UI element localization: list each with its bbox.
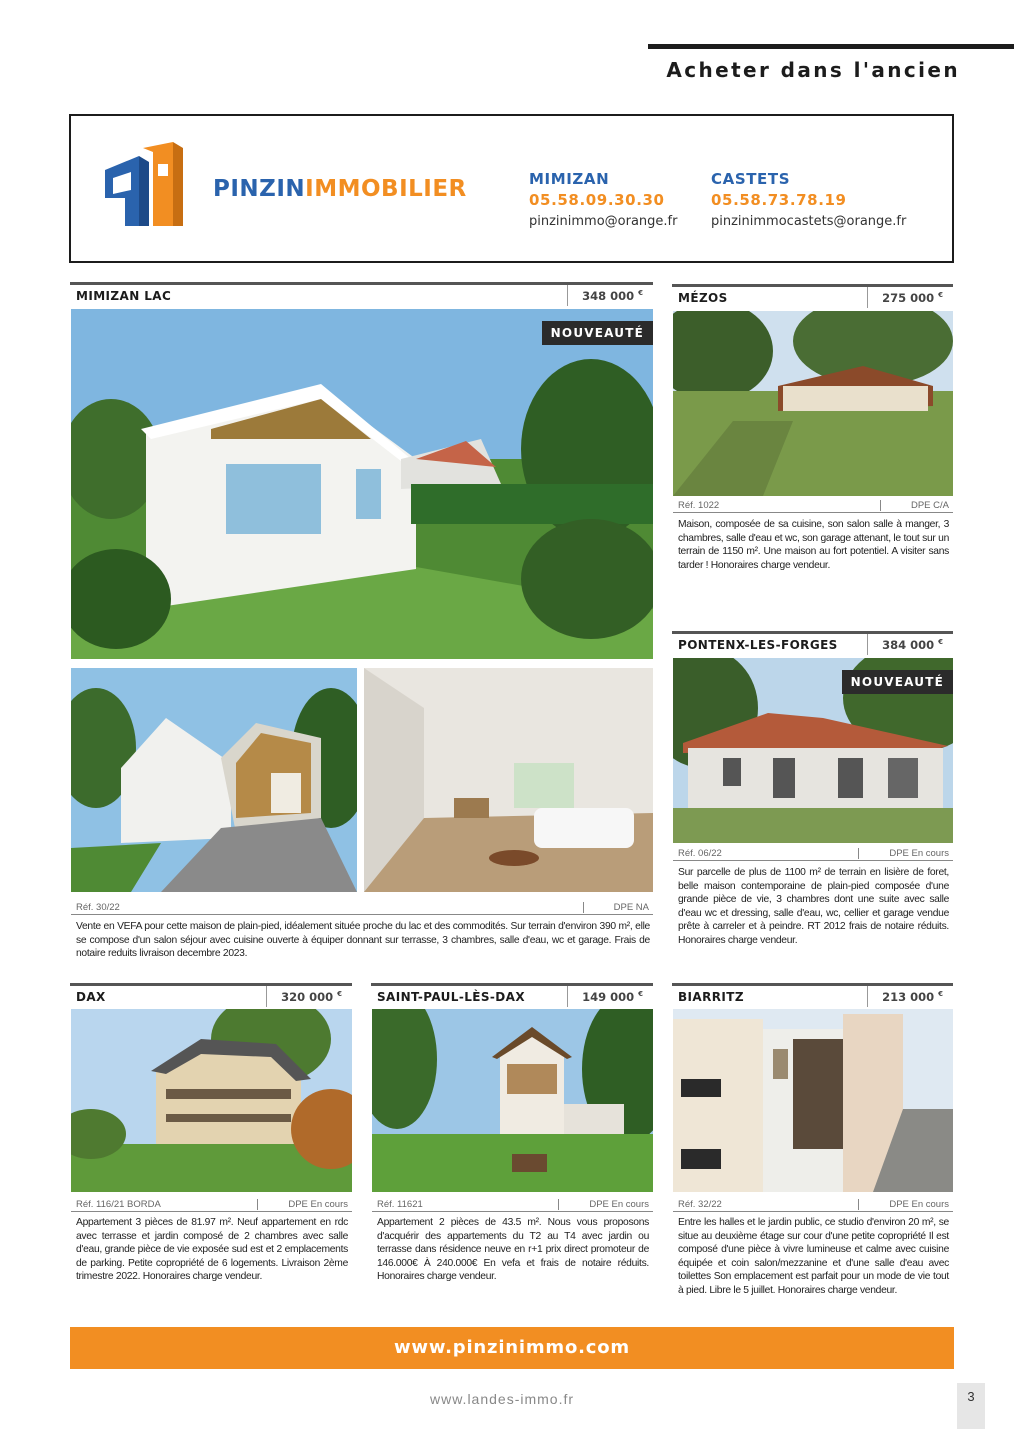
photo-saint-paul[interactable]	[372, 1009, 653, 1192]
listing-name: SAINT-PAUL-LÈS-DAX	[377, 990, 525, 1004]
office-castets	[711, 170, 906, 229]
photo-pontenx[interactable]	[673, 658, 953, 843]
ref-bar-pontenx	[673, 846, 953, 861]
office-city: MIMIZAN	[529, 170, 610, 188]
section-title: Acheter dans l'ancien	[666, 58, 960, 82]
page-number: 3	[957, 1383, 985, 1429]
ref-bar-saint-paul	[372, 1197, 653, 1212]
new-badge: NOUVEAUTÉ	[542, 321, 653, 345]
listing-description: Maison, composée de sa cuisine, son salon salle à manger, 3 chambres, salle d'eau et wc, son garage attenant, le tout sur un terrain de 1150 m². Une maison au fort potentiel. A visiter sans tarder ! Honoraires charge vendeur.	[678, 519, 949, 571]
dpe-rating: DPE En cours	[858, 848, 949, 859]
listing-price: 149 000 €	[567, 986, 653, 1007]
office-phone[interactable]: 05.58.09.30.30	[529, 191, 665, 209]
listing-name: PONTENX-LES-FORGES	[678, 638, 838, 652]
office-city: CASTETS	[711, 170, 791, 188]
ref-bar-biarritz	[673, 1197, 953, 1212]
listing-description: Appartement 3 pièces de 81.97 m². Neuf appartement en rdc avec terrasse et jardin composé de 2 chambres avec salle d'eau, grande pièce de vie exposée sud est et 2 emplacements de parking. Petite copropriété de 6 logements. Livraison 2ème trimestre 2022. Honoraires charge vendeur.	[76, 1217, 348, 1283]
new-badge: NOUVEAUTÉ	[842, 670, 953, 694]
reference: Réf. 11621	[377, 1199, 423, 1210]
reference: Réf. 1022	[678, 500, 720, 511]
listing-price: 275 000 €	[867, 287, 953, 308]
photo-biarritz[interactable]	[673, 1009, 953, 1192]
reference: Réf. 30/22	[76, 902, 120, 913]
brand-part-1: PINZIN	[213, 176, 306, 202]
listing-header-saint-paul	[371, 983, 653, 1007]
dpe-rating: DPE En cours	[558, 1199, 649, 1210]
listing-price: 348 000 €	[567, 285, 653, 306]
office-phone[interactable]: 05.58.73.78.19	[711, 191, 847, 209]
agency-box	[69, 114, 954, 263]
ref-bar-dax	[71, 1197, 352, 1212]
website-banner[interactable]: www.pinzinimmo.com	[70, 1327, 954, 1369]
photo-dax[interactable]	[71, 1009, 352, 1192]
dpe-rating: DPE C/A	[880, 500, 949, 511]
listing-description: Sur parcelle de plus de 1100 m² de terrain en lisière de foret, belle maison contemporaine de plain-pied composée d'une grande pièce de vie, 3 chambres dont une suite avec salle d'eau wc et dressing, salle d'eau, wc, cellier et garage vendue prête à carreler et à peindre. RT 2012 frais de notaire réduits. Honoraires charge vendeur.	[678, 867, 949, 946]
listing-name: MIMIZAN LAC	[76, 289, 172, 303]
photo-mimizan-main[interactable]	[71, 309, 653, 659]
dpe-rating: DPE En cours	[257, 1199, 348, 1210]
photo-mimizan-interior[interactable]	[364, 668, 653, 892]
agency-brand	[213, 176, 467, 202]
reference: Réf. 32/22	[678, 1199, 722, 1210]
listing-name: MÉZOS	[678, 291, 728, 305]
listing-description: Vente en VEFA pour cette maison de plain-pied, idéalement située proche du lac et des commodités. Sur terrain d'environ 390 m², elle se compose d'un salon séjour avec cuisine ouverte à équiper donnant sur terrasse, 3 chambres, salle d'eau, wc et garage. Frais de notaire reduits livraison decembre 2023.	[76, 921, 650, 960]
listing-description: Appartement 2 pièces de 43.5 m². Nous vous proposons d'acquérir des appartements du T2 au T4 avec jardin ou terrasse dans résidence neuve en r+1 prix direct promoteur de 146.000€ À 240.000€ En vefa et frais de notaire réduits. Honoraires charge vendeur.	[377, 1217, 649, 1283]
footer-site-link[interactable]: www.landes-immo.fr	[430, 1391, 575, 1407]
reference: Réf. 116/21 BORDA	[76, 1199, 161, 1210]
brand-part-2: IMMOBILIER	[305, 176, 467, 202]
listing-name: BIARRITZ	[678, 990, 744, 1004]
listing-header-dax	[70, 983, 352, 1007]
office-email[interactable]: pinzinimmo@orange.fr	[529, 214, 678, 229]
office-email[interactable]: pinzinimmocastets@orange.fr	[711, 214, 907, 229]
dpe-rating: DPE En cours	[858, 1199, 949, 1210]
listing-description: Entre les halles et le jardin public, ce studio d'environ 20 m², se situe au deuxième étage sur cour d'une petite copropriété Il est composé d'une pièce à vivre lumineuse et calme avec cuisine équipée et coin salon/mezzanine et d'une salle d'eau avec toilettes Son emplacement est parfait pour un mode de vie tout à pied. Libre le 5 juillet. Honoraires charge vendeur.	[678, 1217, 949, 1296]
listing-price: 320 000 €	[266, 986, 352, 1007]
dpe-rating: DPE NA	[583, 902, 649, 913]
agency-logo	[103, 142, 187, 228]
ref-bar-mimizan	[71, 900, 653, 915]
listing-name: DAX	[76, 990, 106, 1004]
reference: Réf. 06/22	[678, 848, 722, 859]
listing-price: 213 000 €	[867, 986, 953, 1007]
listing-header-mimizan	[70, 282, 653, 306]
listing-header-pontenx	[672, 631, 953, 655]
ref-bar-mezos	[673, 498, 953, 513]
header-rule	[648, 44, 1014, 49]
photo-mezos[interactable]	[673, 311, 953, 496]
listing-price: 384 000 €	[867, 634, 953, 655]
office-mimizan	[529, 170, 677, 229]
listing-header-biarritz	[672, 983, 953, 1007]
photo-mimizan-exterior[interactable]	[71, 668, 357, 892]
listing-header-mezos	[672, 284, 953, 308]
